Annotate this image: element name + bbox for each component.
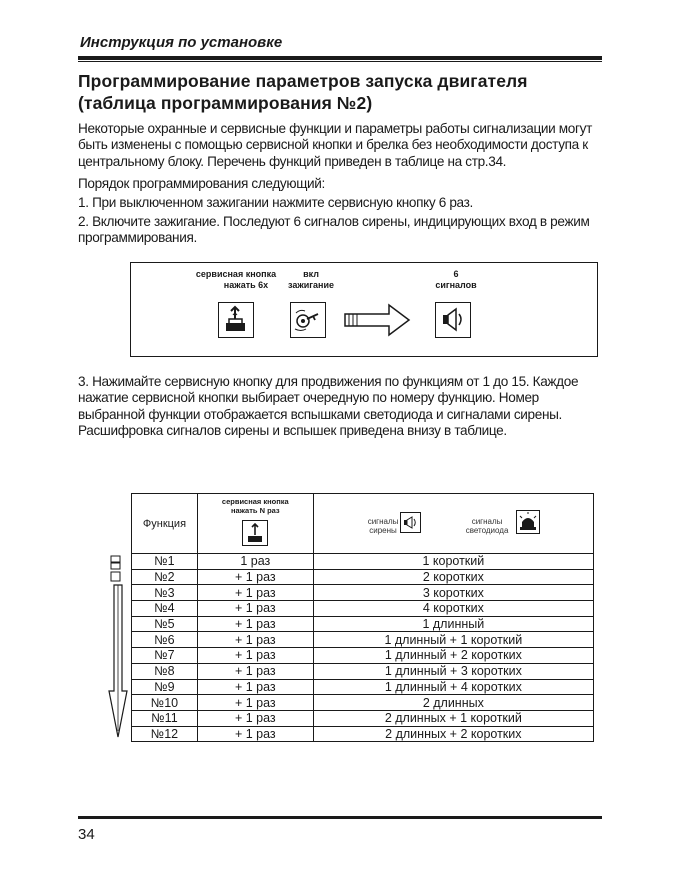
step-2: 2. Включите зажигание. Последуют 6 сигналов сирены, индицирующих вход в режим программирования. xyxy=(78,214,590,246)
ignition-key-icon xyxy=(290,302,326,338)
table-siren-icon xyxy=(400,512,421,533)
siren-header-line-1: сигналы xyxy=(367,517,399,526)
presses-cell: + 1 раз xyxy=(197,679,313,695)
table-header-row xyxy=(132,494,594,554)
signals-label-line-2: сигналов xyxy=(435,280,477,290)
function-number-cell: №3 xyxy=(132,585,198,601)
function-number-cell: №7 xyxy=(132,648,198,664)
running-header: Инструкция по установке xyxy=(80,34,283,51)
button-label-line-2: нажать 6х xyxy=(223,280,269,290)
step-1: 1. При выключенном зажигании нажмите сервисную кнопку 6 раз. xyxy=(78,195,473,210)
presses-cell: + 1 раз xyxy=(197,569,313,585)
led-header xyxy=(466,517,509,535)
table-row xyxy=(132,726,594,742)
intro-paragraph: Некоторые охранные и сервисные функции и параметры работы сигнализации могут быть изменены с помощью сервисной кнопки и брелка без необходимости доступа к центральному блоку. Перечень функций приведен в таблице на стр.34. xyxy=(78,121,592,169)
function-number-cell: №12 xyxy=(132,726,198,742)
button-header-line-2: нажать N раз xyxy=(230,506,280,515)
table-row xyxy=(132,554,594,570)
ignition-label-line-2: зажигание xyxy=(287,280,334,290)
table-row xyxy=(132,601,594,617)
ignition-label xyxy=(276,269,346,291)
section-title-line-1: Программирование параметров запуска двигателя xyxy=(78,71,528,91)
signal-cell: 4 коротких xyxy=(313,601,593,617)
table-row xyxy=(132,663,594,679)
signal-cell: 2 длинных xyxy=(313,695,593,711)
section-title xyxy=(78,70,528,114)
signal-cell: 1 длинный + 1 короткий xyxy=(313,632,593,648)
table-row xyxy=(132,695,594,711)
presses-cell: + 1 раз xyxy=(197,648,313,664)
table-body xyxy=(132,554,594,742)
function-number-cell: №9 xyxy=(132,679,198,695)
function-number-cell: №10 xyxy=(132,695,198,711)
function-number-cell: №5 xyxy=(132,616,198,632)
table-row xyxy=(132,569,594,585)
header-rule-thin xyxy=(78,61,602,62)
step-3: 3. Нажимайте сервисную кнопку для продвижения по функциям от 1 до 15. Каждое нажатие сервисной кнопки выбирает очередную по номеру функцию. Номер выбранной функции отображается вспышками светодиода и сигналами сирены. Расшифровка сигналов сирены и вспышек приведена внизу в таблице. xyxy=(78,374,579,438)
function-header-label: Функция xyxy=(142,517,187,530)
button-label-line-1: сервисная кнопка xyxy=(195,269,277,279)
signal-cell: 1 длинный + 4 коротких xyxy=(313,679,593,695)
presses-cell: + 1 раз xyxy=(197,632,313,648)
siren-header xyxy=(368,517,399,535)
function-number-cell: №2 xyxy=(132,569,198,585)
function-number-cell: №4 xyxy=(132,601,198,617)
page-number: 34 xyxy=(78,826,95,843)
function-number-cell: №11 xyxy=(132,710,198,726)
signals-label-line-1: 6 xyxy=(453,269,459,279)
presses-cell: + 1 раз xyxy=(197,663,313,679)
signal-cell: 1 длинный xyxy=(313,616,593,632)
header-rule xyxy=(78,56,602,60)
section-title-line-2: (таблица программирования №2) xyxy=(78,93,373,113)
presses-cell: 1 раз xyxy=(197,554,313,570)
table-row xyxy=(132,585,594,601)
table-led-icon xyxy=(516,510,540,534)
function-number-cell: №1 xyxy=(132,554,198,570)
button-header-line-1: сервисная кнопка xyxy=(221,497,289,506)
siren-icon xyxy=(435,302,471,338)
signal-cell: 2 длинных + 1 короткий xyxy=(313,710,593,726)
led-header-line-2: светодиода xyxy=(465,526,509,535)
table-row xyxy=(132,632,594,648)
presses-cell: + 1 раз xyxy=(197,726,313,742)
signal-cell: 3 коротких xyxy=(313,585,593,601)
table-row xyxy=(132,648,594,664)
function-progress-arrow xyxy=(108,555,130,750)
presses-cell: + 1 раз xyxy=(197,585,313,601)
button-header xyxy=(197,494,313,554)
signal-cell: 1 короткий xyxy=(313,554,593,570)
arrow-right-icon xyxy=(343,302,413,343)
function-number-cell: №8 xyxy=(132,663,198,679)
service-button-icon xyxy=(218,302,254,338)
signals-label xyxy=(421,269,491,291)
signal-cell: 1 длинный + 2 коротких xyxy=(313,648,593,664)
siren-header-line-2: сирены xyxy=(369,526,397,535)
presses-cell: + 1 раз xyxy=(197,710,313,726)
signals-header xyxy=(313,494,593,554)
function-header xyxy=(132,494,198,554)
signal-cell: 1 длинный + 3 коротких xyxy=(313,663,593,679)
table-row xyxy=(132,710,594,726)
programming-table xyxy=(131,493,594,742)
presses-cell: + 1 раз xyxy=(197,616,313,632)
ignition-label-line-1: вкл xyxy=(303,269,319,279)
footer-rule xyxy=(78,816,602,819)
led-header-line-1: сигналы xyxy=(471,517,503,526)
presses-cell: + 1 раз xyxy=(197,695,313,711)
presses-cell: + 1 раз xyxy=(197,601,313,617)
function-number-cell: №6 xyxy=(132,632,198,648)
signal-cell: 2 длинных + 2 коротких xyxy=(313,726,593,742)
order-paragraph: Порядок программирования следующий: xyxy=(78,176,325,191)
signal-cell: 2 коротких xyxy=(313,569,593,585)
programming-diagram xyxy=(130,262,598,357)
table-button-icon xyxy=(242,520,268,546)
table-row xyxy=(132,679,594,695)
table-row xyxy=(132,616,594,632)
